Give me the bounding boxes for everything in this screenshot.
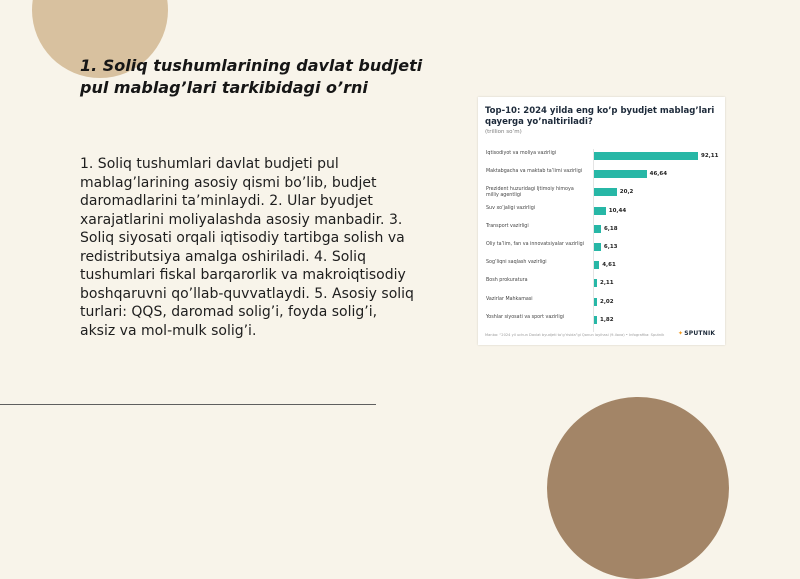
bar bbox=[594, 298, 597, 306]
bar-label: Prezident huzuridagi Ijtimoiy himoya milliy agentligi bbox=[486, 187, 574, 198]
sputnik-logo bbox=[678, 330, 715, 337]
slide-title-line-2: pul mablag’lari tarkibidagi o’rni bbox=[80, 78, 368, 97]
bar bbox=[594, 316, 597, 324]
bar bbox=[594, 261, 599, 269]
bar-label: Sog’liqni saqlash vazirligi bbox=[486, 260, 547, 266]
chart-title: Top-10: 2024 yilda eng ko’p byudjet mablag’lari qayerga yo’naltiriladi? bbox=[485, 106, 715, 127]
bar bbox=[594, 170, 647, 178]
bar-value-label: 92,11 bbox=[701, 153, 719, 159]
bar bbox=[594, 225, 601, 233]
bar-label: Oliy ta’lim, fan va innovatsiyalar vazirligi bbox=[486, 242, 585, 247]
bar-value-label: 6,13 bbox=[603, 244, 618, 250]
bar-value-label: 6,18 bbox=[603, 225, 618, 232]
chart-source: Manba: “2024 yil uchun Davlat byudjeti to’g’risida”gi Qonun loyihasi (9-ilova) • Infografika: Sputnik bbox=[485, 333, 665, 337]
chart-image bbox=[478, 97, 725, 345]
bar bbox=[594, 279, 597, 287]
slide-title-line-1: 1. Soliq tushumlarining davlat budjeti bbox=[80, 56, 423, 75]
bar-label: Suv xo’jaligi vazirligi bbox=[486, 205, 536, 211]
chart-unit: (trillion so’m) bbox=[485, 129, 522, 135]
bar-value-label: 20,2 bbox=[619, 189, 634, 196]
bar bbox=[594, 188, 617, 196]
footer-divider bbox=[0, 404, 376, 405]
bar bbox=[594, 152, 698, 160]
bar-value-label: 1,82 bbox=[600, 316, 614, 323]
bar-label: Yoshlar siyosati va sport vazirligi bbox=[486, 314, 565, 320]
bar bbox=[594, 243, 601, 251]
bar-value-label: 46,64 bbox=[649, 171, 668, 178]
bar-value-label: 2,02 bbox=[600, 298, 614, 305]
decorative-circle-bottom bbox=[547, 397, 729, 579]
bar-label: Bosh prokuratura bbox=[486, 278, 528, 284]
slide-title bbox=[80, 55, 440, 99]
bar-value-label: 2,11 bbox=[600, 280, 614, 287]
bar-value-label: 4,61 bbox=[602, 262, 616, 269]
brand-name: SPUTNIK bbox=[684, 330, 716, 337]
slide-body-text: 1. Soliq tushumlari davlat budjeti pul mablag’larining asosiy qismi bo’lib, budjet daromadlarini ta’minlaydi. 2. Ular byudjet xarajatlarini moliyalashda asosiy manbadir. 3. Soliq siyosati orqali iqtisodiy tartibga solish va redistributsiya amalga oshiriladi. 4. Soliq tushumlari fiskal barqarorlik va makroiqtisodiy boshqaruvni qo’llab-quvvatlaydi. 5. Asosiy soliq turlari: QQS, daromad solig’i, foyda solig’i, aksiz va mol-mulk solig’i. bbox=[80, 156, 414, 339]
bar-label: Vazirlar Mahkamasi bbox=[486, 296, 533, 302]
bar bbox=[594, 207, 606, 215]
bar-label: Iqtisodiyot va moliya vazirligi bbox=[486, 151, 557, 156]
bar-label: Maktabgacha va maktab ta’limi vazirligi bbox=[486, 169, 583, 175]
sputnik-icon: ✦ bbox=[678, 330, 684, 337]
bar-label: Transport vazirligi bbox=[486, 223, 529, 229]
bar-value-label: 10,44 bbox=[608, 207, 627, 214]
